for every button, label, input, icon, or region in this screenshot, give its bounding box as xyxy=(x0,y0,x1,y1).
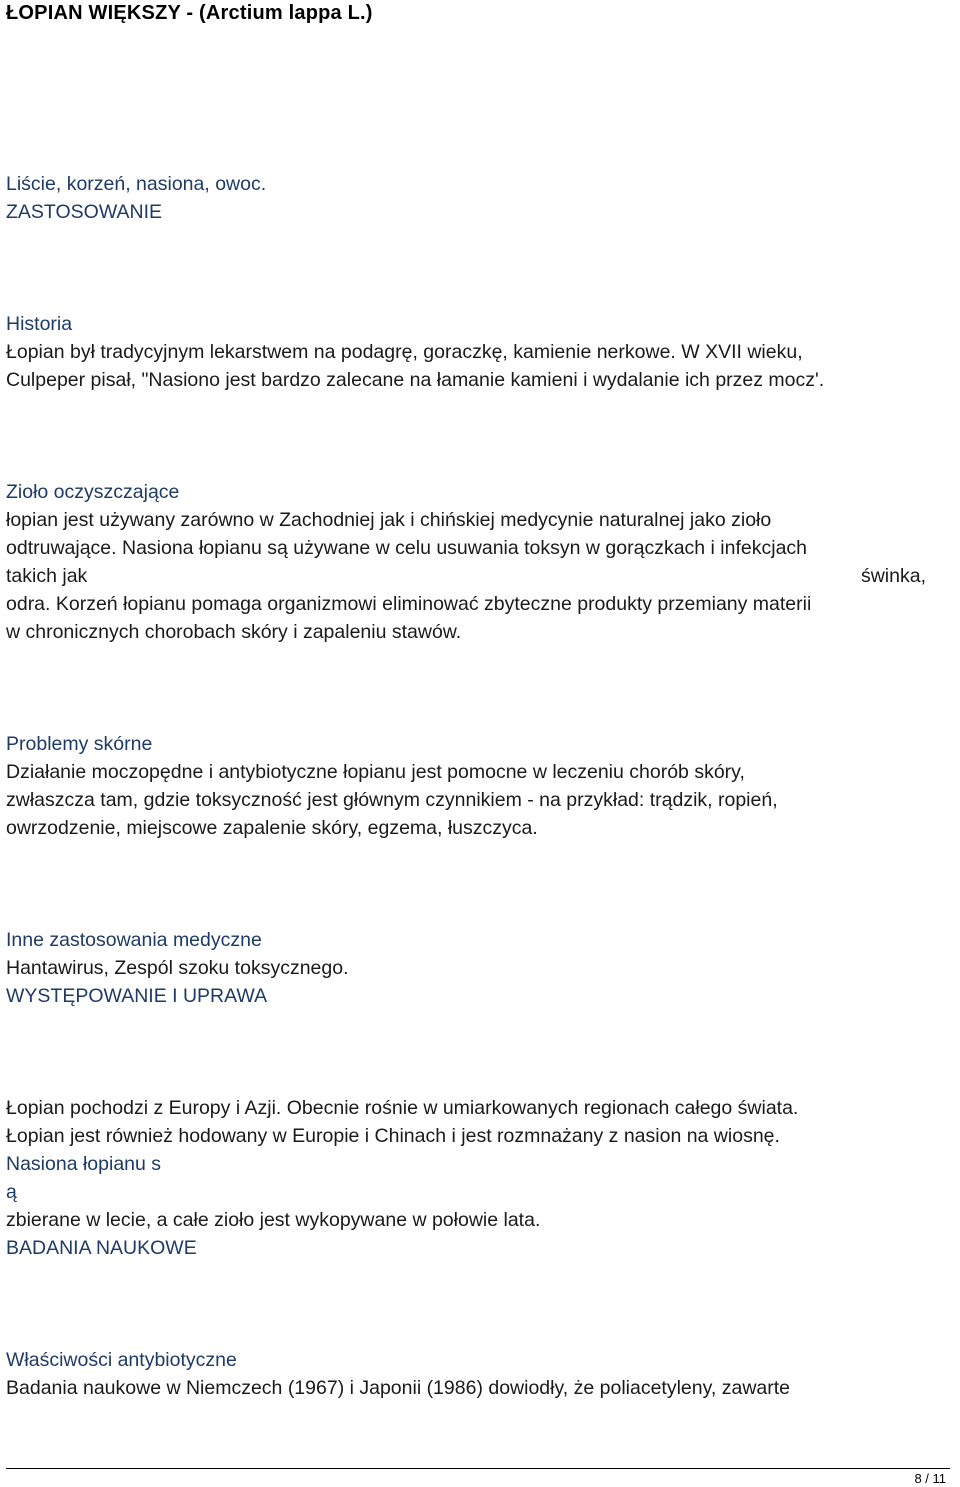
history-line: Culpeper pisał, "Nasiono jest bardzo zalecane na łamanie kamieni i wydalanie ich przez mocz'. xyxy=(6,369,825,391)
antibiotic-heading: Właściwości antybiotyczne xyxy=(6,1349,237,1371)
other-uses-heading: Inne zastosowania medyczne xyxy=(6,929,262,951)
skin-line: zwłaszcza tam, gdzie toksyczność jest głównym czynnikiem - na przykład: trądzik, ropień, xyxy=(6,789,778,811)
antibiotic-text: Badania naukowe w Niemczech (1967) i Japonii (1986) dowiodły, że poliacetyleny, zawarte xyxy=(6,1377,791,1399)
cleansing-line: łopian jest używany zarówno w Zachodniej jak i chińskiej medycynie naturalnej jako zioło xyxy=(6,509,772,531)
occurrence-line-fragment: ą xyxy=(6,1181,17,1203)
other-uses-text: Hantawirus, Zespól szoku toksycznego. xyxy=(6,957,349,979)
history-line: Łopian był tradycyjnym lekarstwem na podagrę, goraczkę, kamienie nerkowe. W XVII wieku, xyxy=(6,341,803,363)
skin-line: Działanie moczopędne i antybiotyczne łopianu jest pomocne w leczeniu chorób skóry, xyxy=(6,761,745,783)
cleansing-line: odra. Korzeń łopianu pomaga organizmowi eliminować zbyteczne produkty przemiany materii xyxy=(6,593,812,615)
occurrence-line: Łopian jest również hodowany w Europie i Chinach i jest rozmnażany z nasion na wiosnę. xyxy=(6,1125,780,1147)
footer-divider xyxy=(6,1468,950,1469)
occurrence-line: Łopian pochodzi z Europy i Azji. Obecnie rośnie w umiarkowanych regionach całego świata. xyxy=(6,1097,799,1119)
page-number: 8 / 11 xyxy=(914,1471,946,1486)
cleansing-justified-line xyxy=(6,562,926,590)
skin-heading: Problemy skórne xyxy=(6,733,153,755)
cleansing-line: odtruwające. Nasiona łopianu są używane w celu usuwania toksyn w gorączkach i infekcjach xyxy=(6,537,808,559)
occurrence-line: zbierane w lecie, a całe zioło jest wykopywane w połowie lata. xyxy=(6,1209,541,1231)
cleansing-line: w chronicznych chorobach skóry i zapaleniu stawów. xyxy=(6,621,462,643)
skin-line: owrzodzenie, miejscowe zapalenie skóry, egzema, łuszczyca. xyxy=(6,817,538,839)
section-heading-research: BADANIA NAUKOWE xyxy=(6,1237,197,1259)
parts-used-line: Liście, korzeń, nasiona, owoc. xyxy=(6,173,267,195)
cleansing-justified-right: świnka, xyxy=(860,565,926,587)
history-heading: Historia xyxy=(6,313,73,335)
section-heading-occurrence: WYSTĘPOWANIE I UPRAWA xyxy=(6,985,268,1007)
cleansing-heading: Zioło oczyszczające xyxy=(6,481,180,503)
section-heading-usage: ZASTOSOWANIE xyxy=(6,201,163,223)
cleansing-justified-left: takich jak xyxy=(6,565,88,587)
page-title: ŁOPIAN WIĘKSZY - (Arctium lappa L.) xyxy=(6,2,373,24)
occurrence-line: Nasiona łopianu s xyxy=(6,1153,162,1175)
